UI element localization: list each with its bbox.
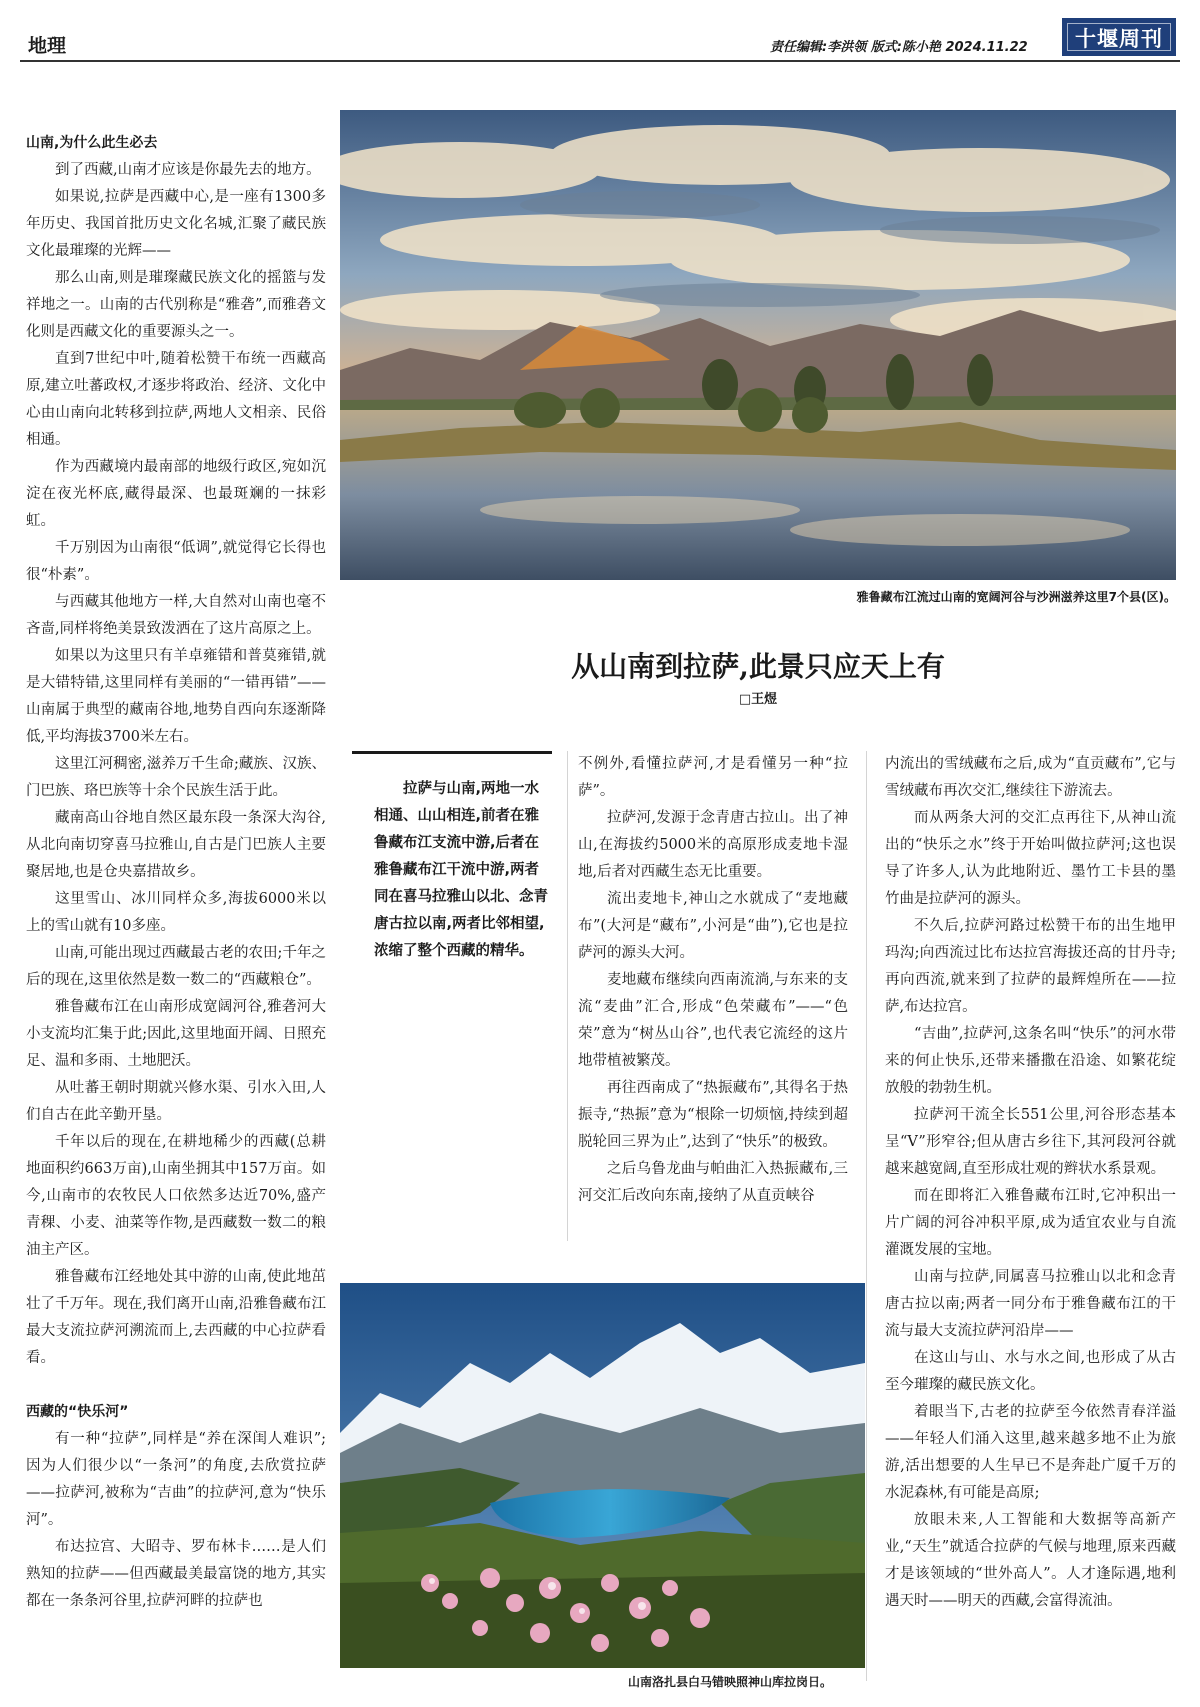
photo-yarlung-valley (340, 110, 1176, 580)
paragraph: 山南与拉萨,同属喜马拉雅山以北和念青唐古拉以南;两者一同分布于雅鲁藏布江的干流与最大支流拉萨河沿岸—— (885, 1269, 1176, 1339)
paragraph: 麦地藏布继续向西南流淌,与东来的支流“麦曲”汇合,形成“色荣藏布”——“色荣”意为“树丛山谷”,也代表它流经的这片地带植被繁茂。 (578, 972, 848, 1069)
paragraph: 到了西藏,山南才应该是你最先去的地方。 (55, 162, 321, 178)
paragraph: “吉曲”,拉萨河,这条名叫“快乐”的河水带来的何止快乐,还带来播撒在沿途、如繁花绽放般的勃勃生机。 (885, 1026, 1176, 1096)
paragraph: 那么山南,则是璀璨藏民族文化的摇篮与发祥地之一。山南的古代别称是“雅砻”,而雅砻文化则是西藏文化的重要源头之一。 (26, 270, 326, 340)
paragraph: 布达拉宫、大昭寺、罗布林卡……是人们熟知的拉萨——但西藏最美最富饶的地方,其实都在一条条河谷里,拉萨河畔的拉萨也 (26, 1539, 326, 1609)
paragraph: 内流出的雪绒藏布之后,成为“直贡藏布”,它与雪绒藏布再次交汇,继续往下游流去。 (885, 756, 1176, 799)
paragraph: 千年以后的现在,在耕地稀少的西藏(总耕地面积约663万亩),山南坐拥其中157万亩。如今,山南市的农牧民人口依然多达近70%,盛产青稞、小麦、油菜等作物,是西藏数一数二的粮油主产区。 (26, 1134, 326, 1258)
paragraph: 再往西南成了“热振藏布”,其得名于热振寺,“热振”意为“根除一切烦恼,持续到超脱轮回三界为止”,达到了“快乐”的极致。 (578, 1080, 848, 1150)
lake-mountain-image (340, 1283, 865, 1668)
paragraph: 与西藏其他地方一样,大自然对山南也毫不吝啬,同样将绝美景致泼洒在了这片高原之上。 (26, 594, 326, 637)
section-heading-happy-river: 西藏的“快乐河” (26, 1404, 129, 1420)
paragraph: 有一种“拉萨”,同样是“养在深闺人难识”;因为人们很少以“一条河”的角度,去欣赏拉萨——拉萨河,被称为“吉曲”的拉萨河,意为“快乐河”。 (26, 1431, 326, 1528)
masthead-logo-text: 十堰周刊 (1075, 26, 1163, 51)
article-column-3 (578, 751, 848, 1239)
paragraph: 直到7世纪中叶,随着松赞干布统一西藏高原,建立吐蕃政权,才逐步将政治、经济、文化中心由山南向北转移到拉萨,两地人文相亲、民俗相通。 (26, 351, 326, 448)
paragraph: 雅鲁藏布江经地处其中游的山南,使此地茁壮了千万年。现在,我们离开山南,沿雅鲁藏布江最大支流拉萨河溯流而上,去西藏的中心拉萨看看。 (26, 1269, 326, 1366)
paragraph: 拉萨河干流全长551公里,河谷形态基本呈“V”形窄谷;但从唐古乡往下,其河段河谷就越来越宽阔,直至形成壮观的辫状水系景观。 (885, 1107, 1176, 1177)
paragraph: 藏南高山谷地自然区最东段一条深大沟谷,从北向南切穿喜马拉雅山,自古是门巴族人主要聚居地,也是仓央嘉措故乡。 (26, 810, 326, 880)
photo-caption-top: 雅鲁藏布江流过山南的宽阔河谷与沙洲滋养这里7个县(区)。 (856, 590, 1176, 604)
editor-credits: 责任编辑:李洪领 版式:陈小艳 2024.11.22 (770, 40, 1028, 55)
paragraph: 流出麦地卡,神山之水就成了“麦地藏布”(大河是“藏布”,小河是“曲”),它也是拉萨河的源头大河。 (578, 891, 848, 961)
paragraph: 雅鲁藏布江在山南形成宽阔河谷,雅砻河大小支流均汇集于此;因此,这里地面开阔、日照充足、温和多雨、土地肥沃。 (26, 999, 326, 1069)
masthead-logo (1062, 18, 1176, 56)
paragraph: 不久后,拉萨河路过松赞干布的出生地甲玛沟;向西流过比布达拉宫海拔还高的甘丹寺;再向西流,就来到了拉萨的最辉煌所在——拉萨,布达拉宫。 (885, 918, 1176, 1015)
paragraph: 之后乌鲁龙曲与帕曲汇入热振藏布,三河交汇后改向东南,接纳了从直贡峡谷 (578, 1161, 848, 1204)
paragraph: 山南,可能出现过西藏最古老的农田;千年之后的现在,这里依然是数一数二的“西藏粮仓”。 (26, 945, 326, 988)
paragraph: 这里雪山、冰川同样众多,海拔6000米以上的雪山就有10多座。 (26, 891, 326, 934)
paragraph: 而从两条大河的交汇点再往下,从神山流出的“快乐之水”终于开始叫做拉萨河;这也误导了许多人,认为此地附近、墨竹工卡县的墨竹曲是拉萨河的源头。 (885, 810, 1176, 907)
column-divider (866, 751, 867, 1681)
section-heading-shannan: 山南,为什么此生必去 (26, 135, 158, 151)
column-divider (567, 751, 568, 1241)
section-label: 地理 (28, 35, 67, 57)
paragraph: 着眼当下,古老的拉萨至今依然青春洋溢——年轻人们涌入这里,越来越多地不止为旅游,活出想要的人生早已不是奔赴广厦千万的水泥森林,有可能是高原; (885, 1404, 1176, 1501)
photo-baima-lake (340, 1283, 865, 1668)
paragraph: 如果说,拉萨是西藏中心,是一座有1300多年历史、我国首批历史文化名城,汇聚了藏民族文化最璀璨的光辉—— (26, 189, 326, 259)
paragraph: 千万别因为山南很“低调”,就觉得它长得也很“朴素”。 (26, 540, 326, 583)
paragraph: 拉萨河,发源于念青唐古拉山。出了神山,在海拔约5000米的高原形成麦地卡湿地,后者对西藏生态无比重要。 (578, 810, 848, 880)
article-column-1 (26, 130, 326, 1695)
article-column-4 (885, 751, 1176, 1683)
paragraph: 在这山与山、水与水之间,也形成了从古至今璀璨的藏民族文化。 (885, 1350, 1176, 1393)
lead-summary-text: 拉萨与山南,两地一水相通、山山相连,前者在雅鲁藏布江支流中游,后者在雅鲁藏布江干流中游,两者同在喜马拉雅山以北、念青唐古拉以南,两者比邻相望,浓缩了整个西藏的精华。 (374, 781, 548, 959)
header-rule (20, 60, 1180, 62)
paragraph: 放眼未来,人工智能和大数据等高新产业,“天生”就适合拉萨的气候与地理,原来西藏才是该领域的“世外高人”。人才逢际遇,地利遇天时——明天的西藏,会富得流油。 (885, 1512, 1176, 1609)
paragraph: 而在即将汇入雅鲁藏布江时,它冲积出一片广阔的河谷冲积平原,成为适宜农业与自流灌溉发展的宝地。 (885, 1188, 1176, 1258)
paragraph: 如果以为这里只有羊卓雍错和普莫雍错,就是大错特错,这里同样有美丽的“一错再错”——山南属于典型的藏南谷地,地势自西向东逐渐降低,平均海拔3700米左右。 (26, 648, 326, 745)
paragraph: 作为西藏境内最南部的地级行政区,宛如沉淀在夜光杯底,藏得最深、也最斑斓的一抹彩虹。 (26, 459, 326, 529)
paragraph: 从吐蕃王朝时期就兴修水渠、引水入田,人们自古在此辛勤开垦。 (26, 1080, 326, 1123)
paragraph: 这里江河稠密,滋养万千生命;藏族、汉族、门巴族、珞巴族等十余个民族生活于此。 (26, 756, 326, 799)
lead-summary-box (352, 751, 552, 1247)
paragraph: 不例外,看懂拉萨河,才是看懂另一种“拉萨”。 (578, 756, 848, 799)
article-title: 从山南到拉萨,此景只应天上有 (571, 650, 945, 683)
photo-caption-bottom: 山南洛扎县白马错映照神山库拉岗日。 (628, 1675, 833, 1689)
article-byline: □王煜 (738, 692, 778, 707)
valley-landscape-image (340, 110, 1176, 580)
